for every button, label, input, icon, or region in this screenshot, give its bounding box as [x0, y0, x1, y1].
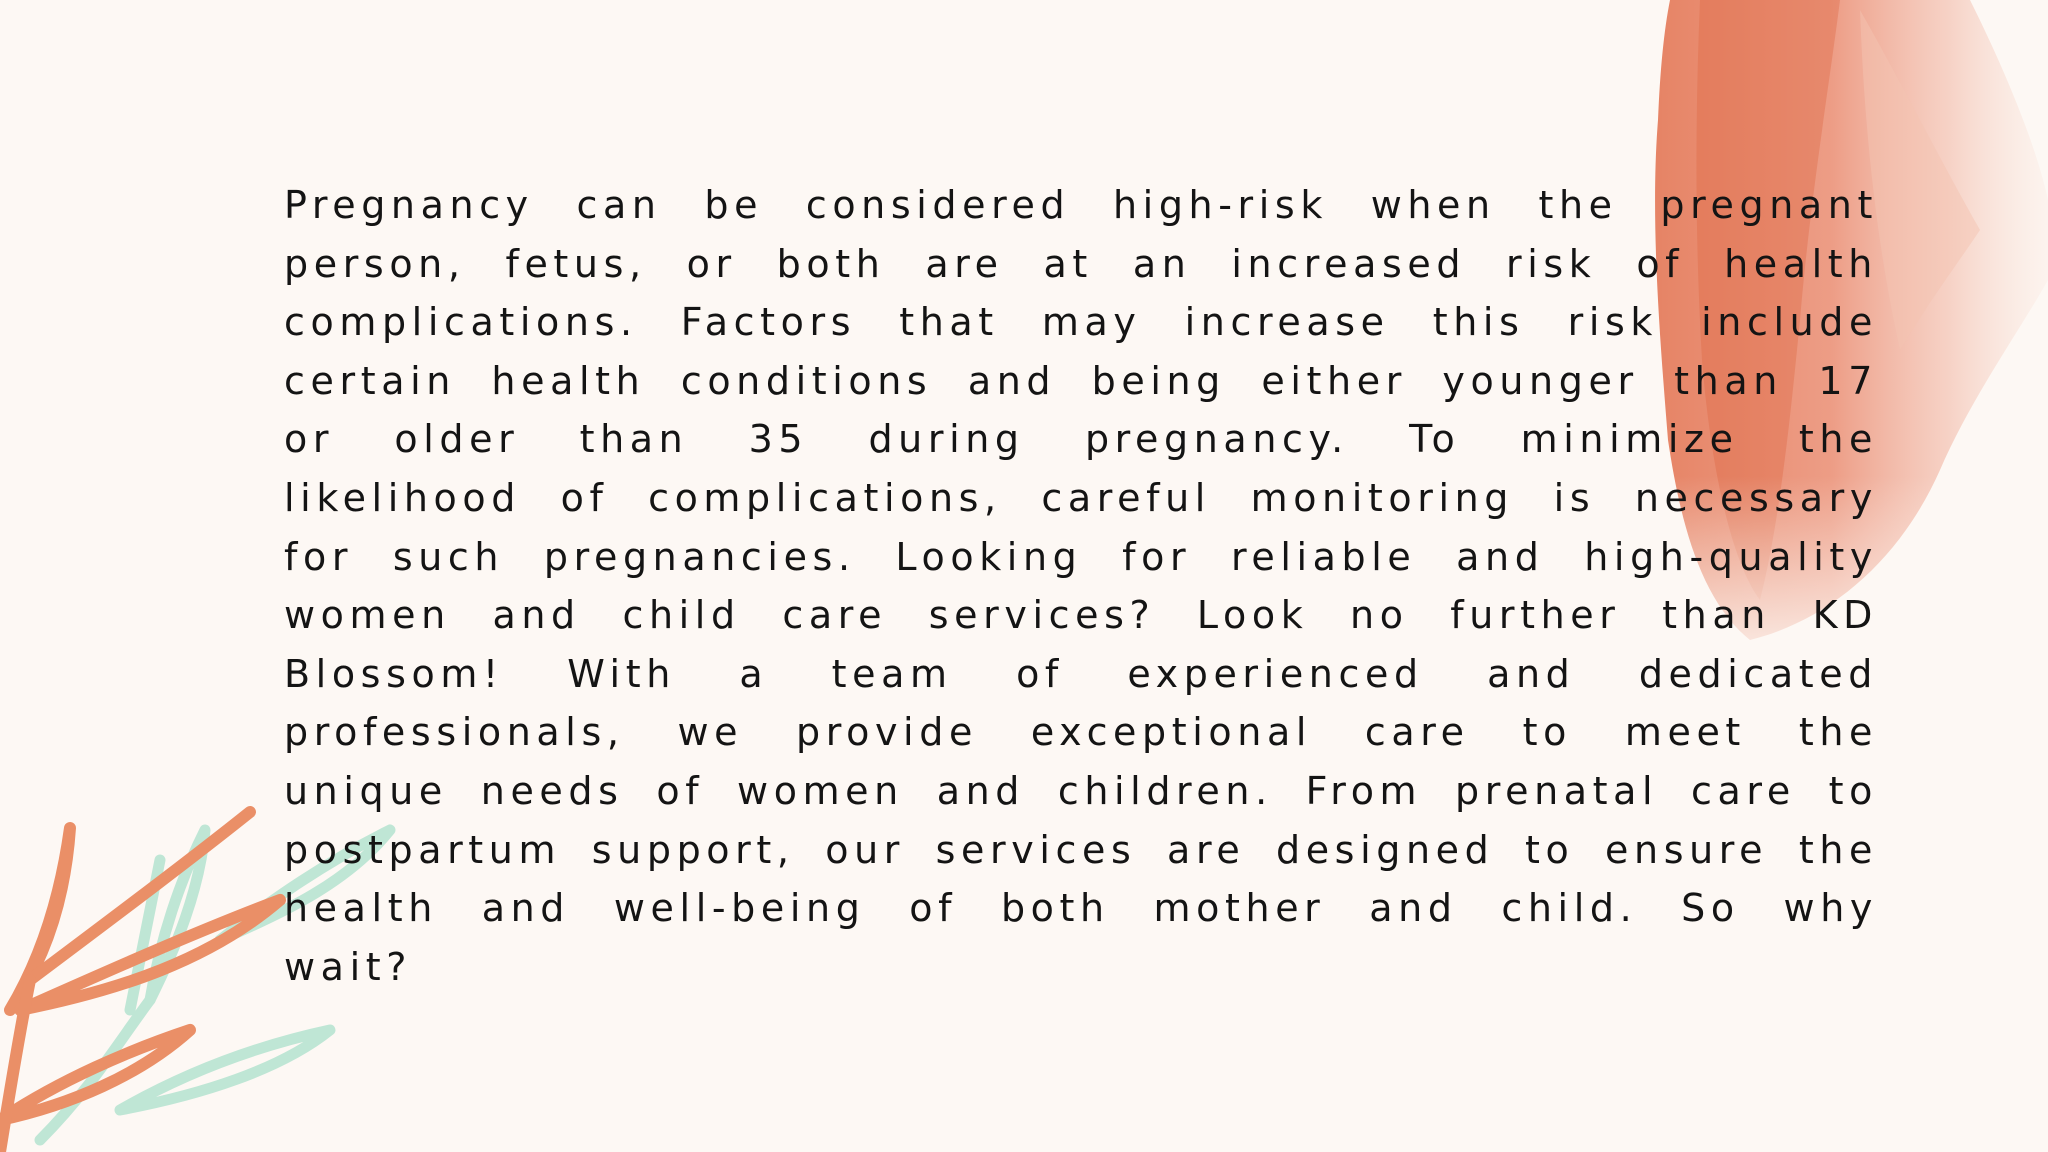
body-paragraph: Pregnancy can be considered high-risk when the pregnant person, fetus, or both are at an increased risk of health complications. Factors that may increase this risk include certain health conditions and being either younger than 17 or older than 35 during pregnancy. To minimize the likelihood of complications, careful monitoring is necessary for such pregnancies. Looking for reliable and high-quality women and child care services? Look no further than KD Blossom! With a team of experienced and dedicated professionals, we provide exceptional care to meet the unique needs of women and children. From prenatal care to postpartum support, our services are designed to ensure the health and well-being of both mother and child. So why wait?	[284, 183, 1878, 989]
